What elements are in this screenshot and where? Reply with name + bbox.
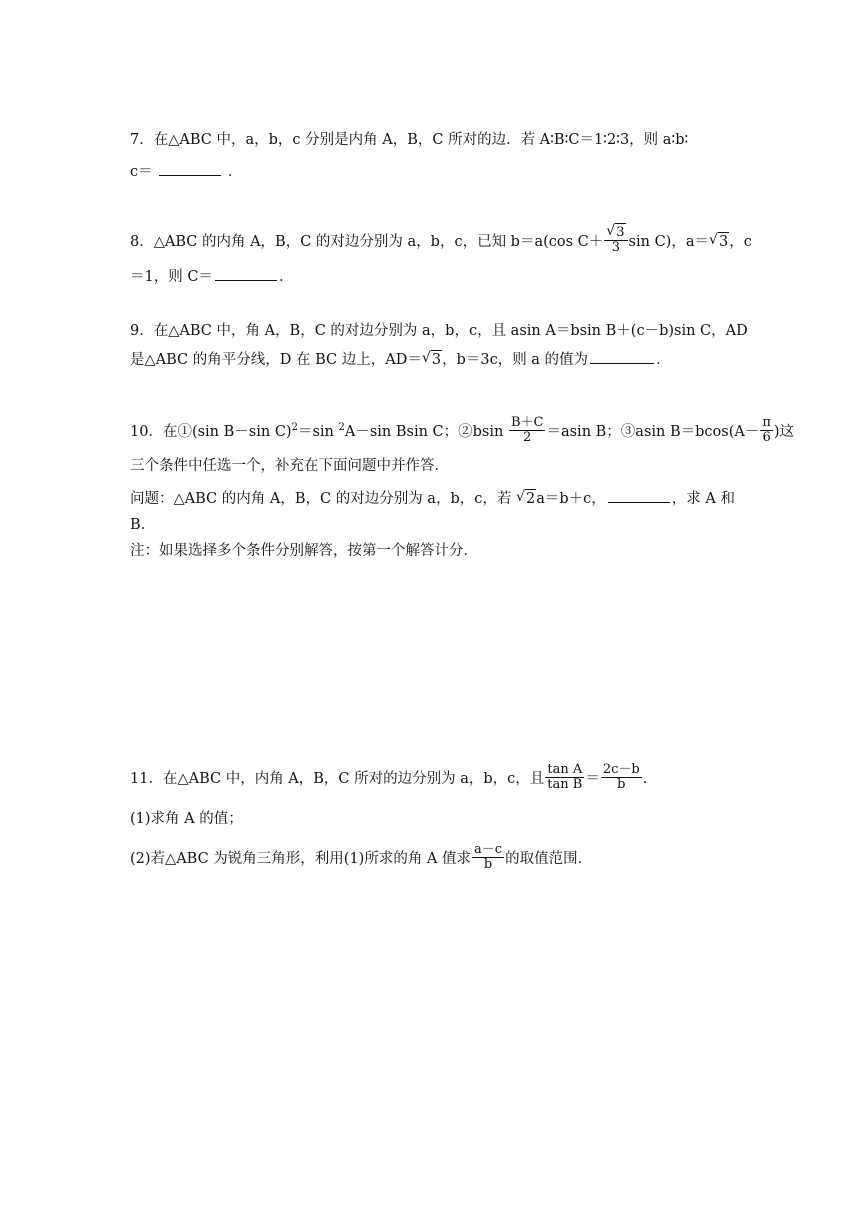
fraction-tanA-over-tanB: $\frac{\text{tan A}}{\text{tan B}}$ xyxy=(547,762,583,792)
q8-text-3: ，c xyxy=(729,234,752,251)
q9-text-2: 是△ABC 的角平分线，D 在 BC 边上，AD＝ xyxy=(130,352,422,368)
answer-blank xyxy=(159,174,221,176)
q10-text-10: B. xyxy=(130,517,146,533)
q7-text-2: c＝ xyxy=(130,164,153,180)
exponent: 2 xyxy=(291,422,298,434)
q8-text-1: 8．△ABC 的内角 A，B，C 的对边分别为 a，b，c，已知 b＝a(cos C＋ xyxy=(130,234,604,251)
q11-text-1: 11．在△ABC 中，内角 A，B，C 所对的边分别为 a，b，c，且 xyxy=(130,771,545,788)
q7-line2 xyxy=(130,165,242,180)
q10-line5 xyxy=(130,544,478,559)
q10-text-9: ，求 A 和 xyxy=(671,491,735,507)
q10-line3 xyxy=(130,489,735,507)
q11-text-3: (1)求角 A 的值； xyxy=(130,811,243,827)
q7-text-1: 7．在△ABC 中，a，b，c 分别是内角 A，B，C 所对的边．若 A∶B∶C＝1∶2∶3，则 a∶b∶ xyxy=(130,132,689,148)
q9-line1 xyxy=(130,324,748,339)
q10-text-11: 注：如果选择多个条件分别解答，按第一个解答计分． xyxy=(130,543,478,559)
sqrt-symbol: √ 3 xyxy=(421,350,442,368)
q10-text-6: 三个条件中任选一个，补充在下面问题中并作答． xyxy=(130,458,449,474)
q9-line2 xyxy=(130,350,671,368)
sqrt-symbol: √ 3 xyxy=(606,223,625,240)
q10-text-1: 10．在①(sin B－sin C) xyxy=(130,424,292,441)
q11-line2 xyxy=(130,812,243,827)
q11-text-5: 的取值范围． xyxy=(505,851,593,868)
q10-text-4: ＝asin B；③asin B＝bcos(A－ xyxy=(546,424,760,441)
q8-text-5: ． xyxy=(278,269,294,285)
fraction-2c-minus-b-over-b: $\frac{2c-b}{b}$ xyxy=(602,762,640,792)
q8-line1 xyxy=(130,223,752,256)
q8-text-2: sin C)，a＝ xyxy=(628,234,709,251)
q10-text-3: A－sin Bsin C；②bsin xyxy=(344,424,504,441)
q10-text-8: a＝b＋c， xyxy=(536,491,606,507)
fraction-pi-over-6: $\frac{\pi}{6}$ xyxy=(762,415,771,445)
q10-line2 xyxy=(130,459,449,474)
q9-text-3: ，b＝3c，则 a 的值为 xyxy=(442,352,589,368)
answer-blank xyxy=(608,501,670,503)
equals-sign: ＝ xyxy=(585,771,600,788)
q10-line4 xyxy=(130,518,145,533)
fraction-a-minus-c-over-b: $\frac{a-c}{b}$ xyxy=(474,842,503,872)
q11-text-4: (2)若△ABC 为锐角三角形，利用(1)所求的角 A 值求 xyxy=(130,851,472,868)
q10-text-2: ＝sin xyxy=(297,424,339,441)
sqrt-symbol: √ 2 xyxy=(515,489,536,507)
fraction-b-plus-c-over-2: $\frac{B+C}{2}$ xyxy=(510,415,544,445)
q11-line3 xyxy=(130,842,593,873)
fraction-sqrt3-over-3: √ 3 3 xyxy=(604,226,627,254)
q7-line1 xyxy=(130,133,688,148)
q7-text-3: ． xyxy=(227,164,243,180)
answer-blank xyxy=(590,362,654,364)
q9-text-1: 9．在△ABC 中，角 A，B，C 的对边分别为 a，b，c，且 asin A＝bsin B＋(c－b)sin C，AD xyxy=(130,323,748,339)
q11-line1 xyxy=(130,762,648,793)
q11-text-2: . xyxy=(642,771,648,788)
q9-text-4: ． xyxy=(656,352,671,368)
q10-line1 xyxy=(130,415,795,446)
sqrt-symbol: √ 3 xyxy=(708,232,729,251)
exponent: 2 xyxy=(338,422,345,434)
answer-blank xyxy=(215,279,277,281)
q10-text-5: )这 xyxy=(773,424,795,441)
q8-line2 xyxy=(130,270,293,285)
q10-text-7: 问题：△ABC 的内角 A，B，C 的对边分别为 a，b，c，若 xyxy=(130,491,512,507)
q8-text-4: ＝1，则 C＝ xyxy=(130,269,213,285)
